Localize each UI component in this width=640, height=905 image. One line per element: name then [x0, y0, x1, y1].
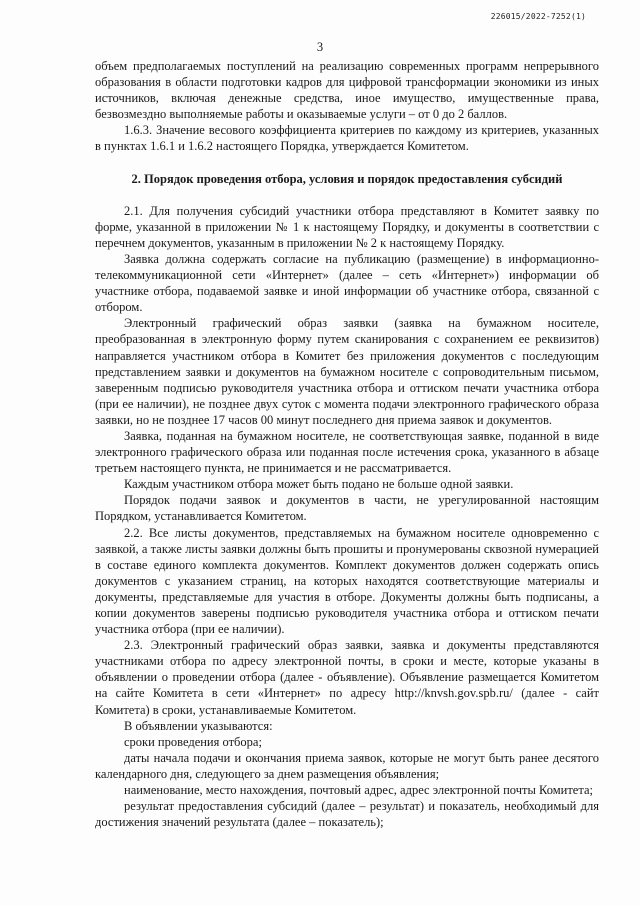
document-body — [95, 58, 599, 830]
page-number: 3 — [316, 40, 324, 54]
paragraph: Заявка, поданная на бумажном носителе, не соответствующая заявке, поданной в виде электронного графического образа или поданная после истечения срока, указанного в абзаце третьем настоящего пункта, не принимается и не рассматривается. — [95, 428, 599, 476]
paragraph: объем предполагаемых поступлений на реализацию современных программ непрерывного образования в области подготовки кадров для цифровой трансформации экономики из иных источников, включая денежные средства, иное имущество, имущественные права, безвозмездно выполняемые работы и оказываемые услуги – от 0 до 2 баллов. — [95, 59, 599, 122]
paragraph: Порядок подачи заявок и документов в части, не урегулированной настоящим Порядком, устанавливается Комитетом. — [95, 493, 599, 524]
document-id: 226015/2022-7252(1) — [490, 12, 586, 21]
paragraph: наименование, место нахождения, почтовый адрес, адрес электронной почты Комитета; — [124, 783, 593, 798]
section-heading: 2. Порядок проведения отбора, условия и порядок предоставления субсидий — [131, 171, 563, 186]
paragraph: даты начала подачи и окончания приема заявок, которые не могут быть ранее десятого календарного дня, следующего за днем размещения объявления; — [95, 750, 599, 781]
paragraph: результат предоставления субсидий (далее – результат) и показатель, необходимый для достижения значений результата (далее – показатель); — [95, 799, 599, 830]
paragraph: 2.1. Для получения субсидий участники отбора представляют в Комитет заявку по форме, указанной в приложении № 1 к настоящему Порядку, и документы в соответствии с перечнем документов, указанным в приложении № 2 к настоящему Порядку. — [95, 203, 599, 250]
paragraph: Заявка должна содержать согласие на публикацию (размещение) в информационно-телекоммуникационной сети «Интернет» (далее – сеть «Интернет») информации об участнике отбора, подаваемой заявке и иной информации об участнике отбора, связанной с отбором. — [95, 251, 599, 315]
paragraph: 2.3. Электронный графический образ заявки, заявка и документы представляются участниками отбора по адресу электронной почты, в сроки и месте, которые указаны в объявлении о проведении отбора (далее - объявление). Объявление размещается Комитетом на сайте Комитета в сети «Интернет» по адресу http://knvsh.gov.spb.ru/ (далее - сайт Комитета) в сроки, устанавливаемые Комитетом. — [95, 638, 599, 717]
paragraph: 1.6.3. Значение весового коэффициента критериев по каждому из критериев, указанных в пунктах 1.6.1 и 1.6.2 настоящего Порядка, утверждается Комитетом. — [95, 123, 599, 154]
paragraph: 2.2. Все листы документов, представляемых на бумажном носителе одновременно с заявкой, а также листы заявки должны быть прошиты и пронумерованы сквозной нумерацией в составе единого комплекта документов. Комплект документов должен содержать опись документов с указанием страниц, на которых находятся соответствующие материалы и документы, представляемые для участия в отборе. Документы должны быть подписаны, а копии документов заверены подписью руководителя участника отбора и оттиском печати участника отбора (при ее наличии). — [95, 525, 599, 637]
paragraph: В объявлении указываются: — [124, 718, 273, 733]
paragraph: сроки проведения отбора; — [124, 734, 262, 749]
paragraph: Электронный графический образ заявки (заявка на бумажном носителе, преобразованная в электронную форму путем сканирования с сохранением ее реквизитов) направляется участником отбора в Комитет без приложения документов с последующим представлением заявки и документов на бумажном носителе с сопроводительным письмом, заверенным подписью руководителя участника отбора и оттиском печати участника отбора (при ее наличии), не позднее двух суток с момента подачи электронного графического образа заявки, но не позднее 17 часов 00 минут последнего дня приема заявок и документов. — [95, 316, 599, 427]
paragraph: Каждым участником отбора может быть подано не больше одной заявки. — [124, 477, 514, 492]
